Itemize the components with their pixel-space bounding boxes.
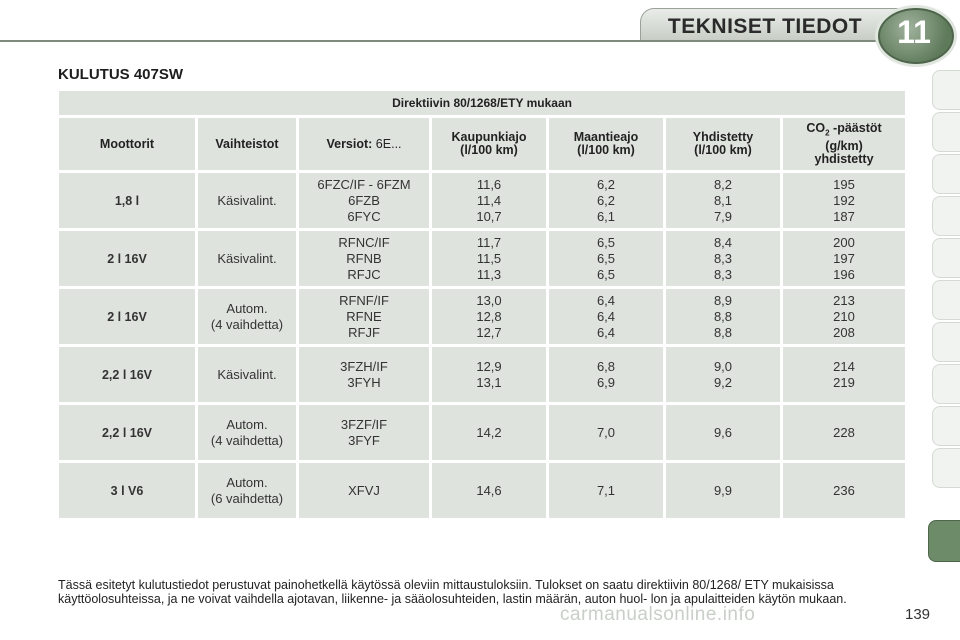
col-co2-unit: (g/km) bbox=[825, 138, 863, 153]
cell-line: 6,5 bbox=[596, 266, 616, 282]
cell-combined bbox=[666, 405, 780, 460]
cell-line: 7,9 bbox=[713, 208, 733, 224]
cell-line: 9,6 bbox=[713, 424, 733, 440]
directive-header: Direktiivin 80/1268/ETY mukaan bbox=[59, 91, 905, 115]
cell-extra-urban bbox=[549, 231, 663, 286]
cell-line: 6,2 bbox=[596, 176, 616, 192]
cell-line: Käsivalint. bbox=[217, 192, 277, 208]
table-row bbox=[59, 463, 905, 518]
cell-line: (6 vaihdetta) bbox=[210, 490, 284, 506]
cell-line: 6,4 bbox=[596, 292, 616, 308]
cell-extra-urban bbox=[549, 173, 663, 228]
cell-urban bbox=[432, 405, 546, 460]
col-extra-urban bbox=[549, 118, 663, 170]
table-row bbox=[59, 231, 905, 286]
cell-line: 8,1 bbox=[713, 192, 733, 208]
cell-combined bbox=[666, 231, 780, 286]
cell-urban bbox=[432, 289, 546, 344]
col-co2-co: CO bbox=[806, 121, 826, 136]
side-tab[interactable] bbox=[932, 280, 960, 320]
cell-line: RFNB bbox=[346, 250, 382, 266]
chapter-number: 11 bbox=[897, 14, 931, 50]
cell-line: Autom. bbox=[226, 416, 268, 432]
col-co2-combined: yhdistetty bbox=[814, 151, 874, 166]
cell-line: 200 bbox=[833, 234, 855, 250]
cell-co2 bbox=[783, 173, 905, 228]
cell-line: (4 vaihdetta) bbox=[210, 316, 284, 332]
cell-combined bbox=[666, 289, 780, 344]
col-co2-sub: 2 bbox=[825, 128, 830, 138]
watermark: carmanualsonline.info bbox=[560, 604, 756, 625]
cell-extra-urban bbox=[549, 405, 663, 460]
col-combined bbox=[666, 118, 780, 170]
cell-engine: 2 l 16V bbox=[59, 289, 195, 344]
cell-line: 8,2 bbox=[713, 176, 733, 192]
cell-line: RFJC bbox=[347, 266, 381, 282]
col-engine: Moottorit bbox=[59, 118, 195, 170]
cell-line: 9,2 bbox=[713, 374, 733, 390]
cell-urban bbox=[432, 231, 546, 286]
cell-versions bbox=[299, 231, 429, 286]
cell-versions bbox=[299, 463, 429, 518]
col-urban-label: Kaupunkiajo bbox=[451, 130, 527, 144]
cell-line: 13,0 bbox=[476, 292, 502, 308]
cell-line: 7,1 bbox=[596, 482, 616, 498]
cell-line: 195 bbox=[833, 176, 855, 192]
table-row bbox=[59, 173, 905, 228]
cell-line: 210 bbox=[833, 308, 855, 324]
cell-co2 bbox=[783, 231, 905, 286]
cell-line: 6FZB bbox=[348, 192, 380, 208]
side-tab[interactable] bbox=[932, 154, 960, 194]
cell-gearbox bbox=[198, 347, 296, 402]
page-title: TEKNISET TIEDOT bbox=[667, 15, 863, 38]
cell-versions bbox=[299, 289, 429, 344]
col-gearbox: Vaihteistot bbox=[198, 118, 296, 170]
cell-engine: 2,2 l 16V bbox=[59, 347, 195, 402]
cell-line: 14,6 bbox=[476, 482, 502, 498]
cell-line: 6FZC/IF - 6FZM bbox=[317, 176, 411, 192]
cell-line: RFNC/IF bbox=[338, 234, 390, 250]
cell-line: RFJF bbox=[348, 324, 380, 340]
cell-line: 11,4 bbox=[476, 192, 502, 208]
cell-line: 10,7 bbox=[476, 208, 502, 224]
cell-line: 192 bbox=[833, 192, 855, 208]
cell-line: 11,3 bbox=[476, 266, 502, 282]
cell-line: Käsivalint. bbox=[217, 366, 277, 382]
cell-line: 6,8 bbox=[596, 358, 616, 374]
cell-line: 236 bbox=[833, 482, 855, 498]
cell-line: 8,8 bbox=[713, 324, 733, 340]
cell-versions bbox=[299, 347, 429, 402]
cell-extra-urban bbox=[549, 289, 663, 344]
cell-extra-urban bbox=[549, 347, 663, 402]
cell-line: XFVJ bbox=[348, 482, 380, 498]
cell-line: 14,2 bbox=[476, 424, 502, 440]
cell-line: (4 vaihdetta) bbox=[210, 432, 284, 448]
cell-line: 7,0 bbox=[596, 424, 616, 440]
cell-line: 6,5 bbox=[596, 234, 616, 250]
cell-line: 6,4 bbox=[596, 308, 616, 324]
cell-line: 6,4 bbox=[596, 324, 616, 340]
table-row bbox=[59, 289, 905, 344]
cell-line: 9,9 bbox=[713, 482, 733, 498]
cell-line: 13,1 bbox=[476, 374, 502, 390]
col-version-label: Versiot: bbox=[326, 136, 373, 151]
cell-line: 6,5 bbox=[596, 250, 616, 266]
cell-engine: 2 l 16V bbox=[59, 231, 195, 286]
col-urban bbox=[432, 118, 546, 170]
cell-line: 6,9 bbox=[596, 374, 616, 390]
cell-line: 6,2 bbox=[596, 192, 616, 208]
side-tab[interactable] bbox=[932, 448, 960, 488]
table-row bbox=[59, 347, 905, 402]
cell-urban bbox=[432, 173, 546, 228]
side-tab[interactable] bbox=[932, 196, 960, 236]
cell-co2 bbox=[783, 347, 905, 402]
cell-combined bbox=[666, 173, 780, 228]
cell-line: 8,3 bbox=[713, 266, 733, 282]
cell-line: 11,6 bbox=[476, 176, 502, 192]
cell-gearbox bbox=[198, 463, 296, 518]
cell-gearbox bbox=[198, 405, 296, 460]
cell-line: 12,9 bbox=[476, 358, 502, 374]
cell-line: 213 bbox=[833, 292, 855, 308]
cell-co2 bbox=[783, 289, 905, 344]
footnote: Tässä esitetyt kulutustiedot perustuvat painohetkellä käytössä oleviin mittaustuloksiin. Tulokset on saatu direktiivin 80/1268/ ETY mukaisissa käyttöolosuhteissa, ja ne voivat vaihdella ajotavan, liikenne- ja sääolosuhteiden, lastin määrän, auton huol- lon ja apulaitteiden käytön mukaan. bbox=[58, 578, 847, 606]
cell-combined bbox=[666, 347, 780, 402]
cell-line: 228 bbox=[833, 424, 855, 440]
consumption-table bbox=[56, 88, 908, 521]
cell-line: 197 bbox=[833, 250, 855, 266]
side-tab[interactable] bbox=[932, 112, 960, 152]
side-tab[interactable] bbox=[932, 322, 960, 362]
page-number: 139 bbox=[905, 606, 931, 623]
col-co2-label: -päästöt bbox=[829, 121, 882, 136]
cell-line: 3FZH/IF bbox=[340, 358, 388, 374]
cell-line: 11,7 bbox=[476, 234, 502, 250]
cell-line: 6,1 bbox=[596, 208, 616, 224]
cell-gearbox bbox=[198, 173, 296, 228]
cell-line: 3FYF bbox=[348, 432, 380, 448]
cell-line: 9,0 bbox=[713, 358, 733, 374]
cell-line: 11,5 bbox=[476, 250, 502, 266]
col-extra-urban-label: Maantieajo bbox=[573, 130, 639, 144]
cell-urban bbox=[432, 463, 546, 518]
cell-engine: 3 l V6 bbox=[59, 463, 195, 518]
cell-line: 12,7 bbox=[476, 324, 502, 340]
cell-versions bbox=[299, 405, 429, 460]
col-urban-unit: (l/100 km) bbox=[460, 143, 518, 157]
side-tab[interactable] bbox=[932, 70, 960, 110]
col-combined-unit: (l/100 km) bbox=[694, 143, 752, 157]
cell-line: 8,4 bbox=[713, 234, 733, 250]
col-version-value: 6E... bbox=[372, 136, 402, 151]
side-tab-active[interactable] bbox=[928, 520, 960, 562]
cell-line: 219 bbox=[833, 374, 855, 390]
cell-line: 6FYC bbox=[347, 208, 381, 224]
col-extra-urban-unit: (l/100 km) bbox=[577, 143, 635, 157]
cell-co2 bbox=[783, 405, 905, 460]
cell-engine: 2,2 l 16V bbox=[59, 405, 195, 460]
cell-urban bbox=[432, 347, 546, 402]
cell-gearbox bbox=[198, 289, 296, 344]
cell-line: 208 bbox=[833, 324, 855, 340]
col-version bbox=[299, 118, 429, 170]
cell-line: 187 bbox=[833, 208, 855, 224]
side-tab[interactable] bbox=[932, 364, 960, 404]
header-divider bbox=[0, 40, 900, 42]
col-co2 bbox=[783, 118, 905, 170]
cell-co2 bbox=[783, 463, 905, 518]
cell-gearbox bbox=[198, 231, 296, 286]
cell-line: Autom. bbox=[226, 474, 268, 490]
col-combined-label: Yhdistetty bbox=[692, 130, 754, 144]
cell-line: 3FZF/IF bbox=[340, 416, 388, 432]
table-row bbox=[59, 405, 905, 460]
cell-versions bbox=[299, 173, 429, 228]
side-tab[interactable] bbox=[932, 238, 960, 278]
cell-engine: 1,8 l bbox=[59, 173, 195, 228]
cell-line: 3FYH bbox=[347, 374, 381, 390]
cell-line: 12,8 bbox=[476, 308, 502, 324]
cell-combined bbox=[666, 463, 780, 518]
cell-line: RFNF/IF bbox=[339, 292, 389, 308]
section-title: KULUTUS 407SW bbox=[58, 66, 184, 83]
cell-extra-urban bbox=[549, 463, 663, 518]
cell-line: 196 bbox=[833, 266, 855, 282]
cell-line: 214 bbox=[833, 358, 855, 374]
cell-line: Autom. bbox=[226, 300, 268, 316]
cell-line: 8,9 bbox=[713, 292, 733, 308]
cell-line: 8,8 bbox=[713, 308, 733, 324]
cell-line: 8,3 bbox=[713, 250, 733, 266]
cell-line: Käsivalint. bbox=[217, 250, 277, 266]
cell-line: RFNE bbox=[346, 308, 382, 324]
side-tab[interactable] bbox=[932, 406, 960, 446]
